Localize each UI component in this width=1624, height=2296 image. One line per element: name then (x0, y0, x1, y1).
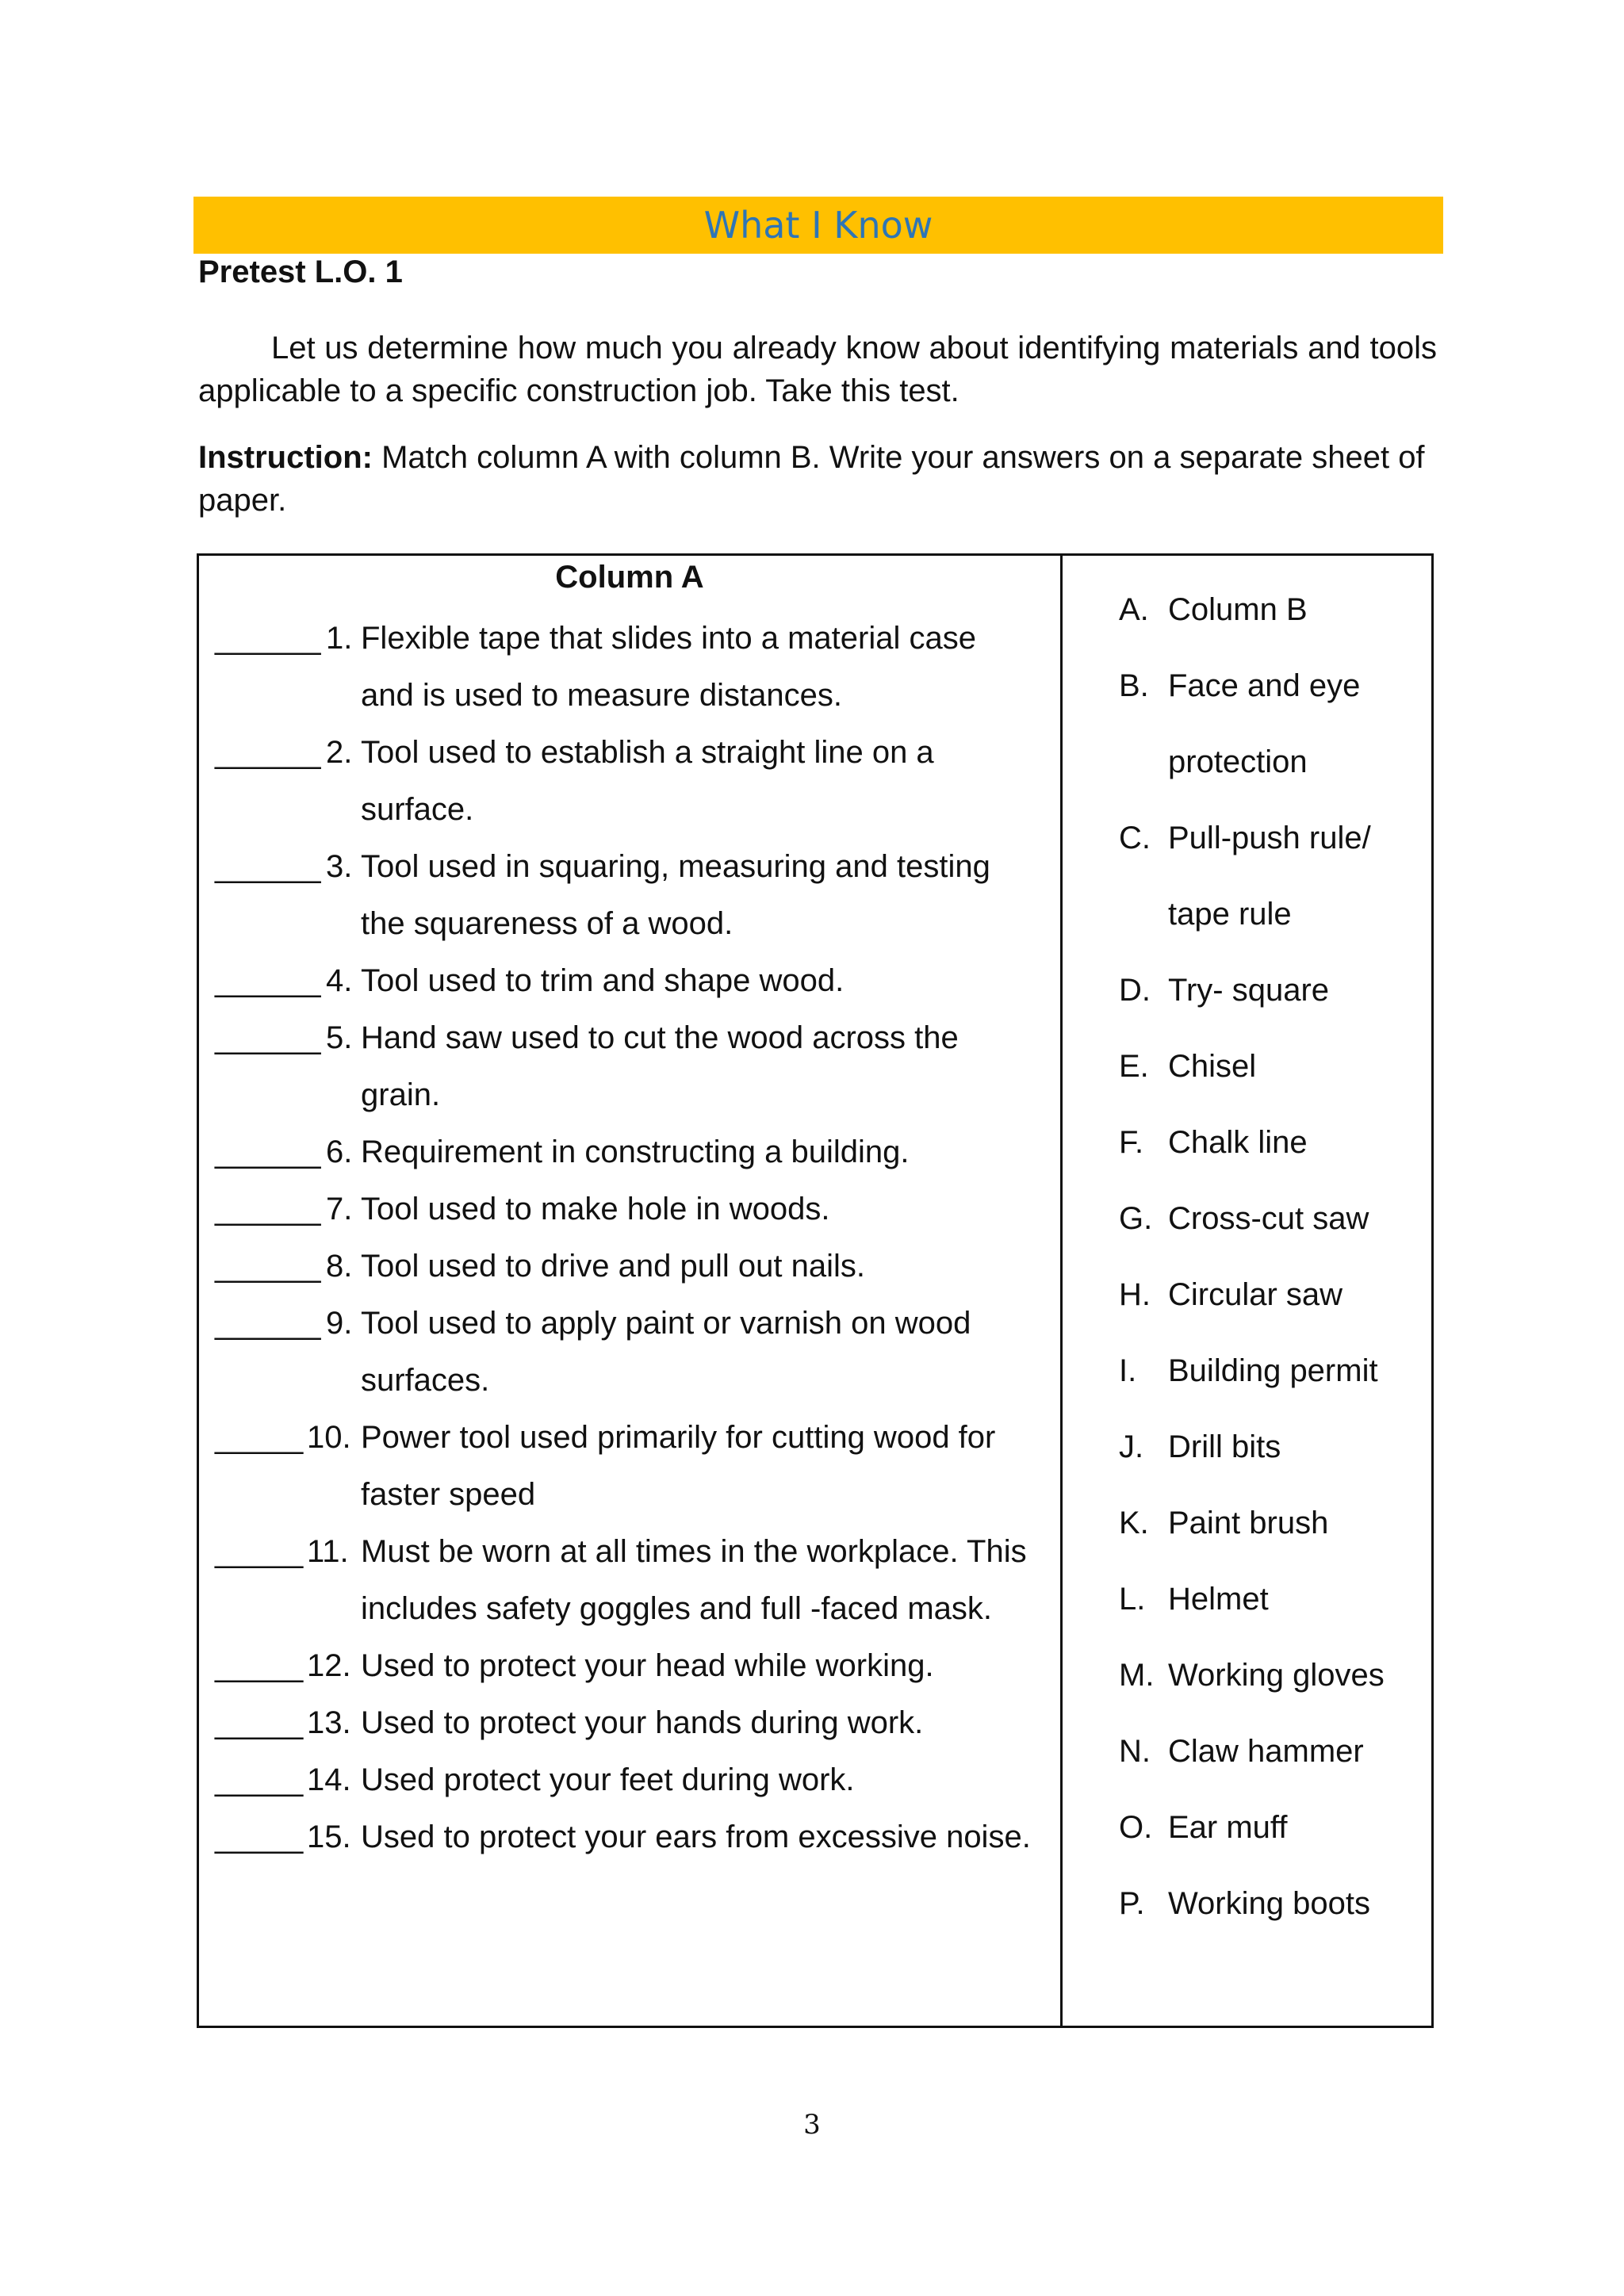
item-text: Must be worn at all times in the workplace. This includes safety goggles and full -faced mask. (361, 1534, 1027, 1626)
item-letter: N. (1119, 1734, 1151, 1769)
item-text: Building permit (1168, 1353, 1378, 1388)
item-text: Chalk line (1168, 1125, 1308, 1160)
item-text: Tool used to apply paint or varnish on wood surfaces. (361, 1306, 971, 1398)
column-b-item (1119, 648, 1428, 800)
column-a-item (215, 838, 1055, 952)
item-text: Pull-push rule/ tape rule (1168, 821, 1371, 932)
answer-blank: ______ (215, 1020, 321, 1055)
item-text: Drill bits (1168, 1429, 1281, 1464)
intro-paragraph: Let us determine how much you already know about identifying materials and tools applicable to a specific construction job. Take this test. (198, 331, 1437, 408)
item-number: 7. (326, 1192, 353, 1226)
item-number: 3. (326, 849, 353, 884)
column-b-item (1119, 1104, 1428, 1181)
answer-blank: ______ (215, 1306, 321, 1341)
item-text: Paint brush (1168, 1506, 1329, 1540)
column-divider (1060, 556, 1063, 2026)
item-number: 13. (307, 1705, 351, 1740)
column-a-item (215, 1694, 1055, 1751)
item-text: Ear muff (1168, 1810, 1288, 1845)
instruction-paragraph (198, 436, 1437, 522)
item-letter: O. (1119, 1810, 1153, 1845)
item-text: Hand saw used to cut the wood across the grain. (361, 1020, 959, 1112)
item-text: Used to protect your head while working. (361, 1648, 934, 1683)
item-number: 4. (326, 963, 353, 998)
item-text: Tool used in squaring, measuring and testing the squareness of a wood. (361, 849, 990, 941)
item-text: Flexible tape that slides into a material case and is used to measure distances. (361, 621, 976, 713)
column-b-item (1119, 1181, 1428, 1257)
column-a-item (215, 1181, 1055, 1238)
item-number: 9. (326, 1306, 353, 1341)
column-b-list (1119, 572, 1428, 1942)
item-number: 5. (326, 1020, 353, 1055)
column-a-item (215, 1295, 1055, 1409)
item-text: Working boots (1168, 1886, 1370, 1921)
answer-blank: ______ (215, 1192, 321, 1226)
item-letter: P. (1119, 1886, 1145, 1921)
item-number: 1. (326, 621, 353, 656)
column-a-item (215, 1751, 1055, 1808)
answer-blank: ______ (215, 735, 321, 770)
answer-blank: ______ (215, 1135, 321, 1169)
column-a-item (215, 610, 1055, 724)
item-text: Cross-cut saw (1168, 1201, 1369, 1236)
column-a-item (215, 1123, 1055, 1181)
answer-blank: ______ (215, 621, 321, 656)
answer-blank: ______ (215, 849, 321, 884)
item-number: 8. (326, 1249, 353, 1284)
item-letter: J. (1119, 1429, 1144, 1464)
answer-blank: ______ (215, 1249, 321, 1284)
column-a-item (215, 1523, 1055, 1637)
item-number: 12. (307, 1648, 351, 1683)
column-b-item (1119, 952, 1428, 1028)
item-text: Claw hammer (1168, 1734, 1364, 1769)
item-letter: M. (1119, 1658, 1155, 1693)
item-text: Tool used to drive and pull out nails. (361, 1249, 865, 1284)
item-text: Try- square (1168, 973, 1330, 1008)
item-letter: B. (1119, 668, 1149, 703)
column-b-item (1119, 1333, 1428, 1409)
page-number: 3 (803, 2109, 821, 2141)
column-a-item (215, 1637, 1055, 1694)
column-a-item (215, 1808, 1055, 1866)
column-b-item (1119, 1485, 1428, 1561)
pretest-label: Pretest L.O. 1 (198, 254, 403, 289)
answer-blank: ______ (215, 963, 321, 998)
section-title: What I Know (703, 204, 933, 247)
column-a-item (215, 1009, 1055, 1123)
instruction-text: Match column A with column B. Write your answers on a separate sheet of paper. (198, 440, 1425, 518)
column-a-item (215, 952, 1055, 1009)
item-number: 15. (307, 1820, 351, 1854)
item-text: Helmet (1168, 1582, 1269, 1617)
item-text: Tool used to make hole in woods. (361, 1192, 830, 1226)
item-text: Used to protect your ears from excessive noise. (361, 1820, 1031, 1854)
matching-table (197, 553, 1434, 2028)
column-b-item (1119, 1257, 1428, 1333)
answer-blank: _____ (215, 1762, 304, 1797)
instruction-label: Instruction: (198, 440, 373, 475)
item-text: Working gloves (1168, 1658, 1385, 1693)
column-b-item (1119, 1028, 1428, 1104)
item-text: Column B (1168, 592, 1308, 627)
answer-blank: _____ (215, 1648, 304, 1683)
item-number: 6. (326, 1135, 353, 1169)
item-letter: I. (1119, 1353, 1137, 1388)
item-number: 14. (307, 1762, 351, 1797)
column-a-item (215, 1409, 1055, 1523)
column-a-item (215, 724, 1055, 838)
item-number: 11. (307, 1534, 349, 1569)
answer-blank: _____ (215, 1820, 304, 1854)
column-b-item (1119, 1789, 1428, 1866)
item-letter: A. (1119, 592, 1149, 627)
column-a-list (215, 610, 1055, 1866)
item-letter: H. (1119, 1277, 1151, 1312)
item-letter: D. (1119, 973, 1151, 1008)
item-text: Requirement in constructing a building. (361, 1135, 910, 1169)
item-text: Tool used to trim and shape wood. (361, 963, 845, 998)
item-letter: E. (1119, 1049, 1149, 1084)
column-a-header: Column A (555, 560, 704, 595)
item-letter: K. (1119, 1506, 1149, 1540)
answer-blank: _____ (215, 1705, 304, 1740)
item-text: Chisel (1168, 1049, 1257, 1084)
column-b-item (1119, 1866, 1428, 1942)
item-text: Face and eye protection (1168, 668, 1361, 779)
item-letter: L. (1119, 1582, 1146, 1617)
item-text: Power tool used primarily for cutting wood for faster speed (361, 1420, 996, 1512)
item-text: Used protect your feet during work. (361, 1762, 855, 1797)
item-text: Used to protect your hands during work. (361, 1705, 924, 1740)
column-b-item (1119, 1561, 1428, 1637)
column-b-item (1119, 800, 1428, 952)
item-text: Circular saw (1168, 1277, 1343, 1312)
item-letter: G. (1119, 1201, 1153, 1236)
item-letter: C. (1119, 821, 1151, 855)
item-number: 2. (326, 735, 353, 770)
column-b-item (1119, 1409, 1428, 1485)
column-b-item (1119, 1637, 1428, 1713)
answer-blank: _____ (215, 1534, 304, 1569)
answer-blank: _____ (215, 1420, 304, 1455)
item-number: 10. (307, 1420, 351, 1455)
item-letter: F. (1119, 1125, 1144, 1160)
item-text: Tool used to establish a straight line on a surface. (361, 735, 934, 827)
column-b-item (1119, 1713, 1428, 1789)
column-b-item (1119, 572, 1428, 648)
section-banner (193, 197, 1443, 254)
column-a-item (215, 1238, 1055, 1295)
